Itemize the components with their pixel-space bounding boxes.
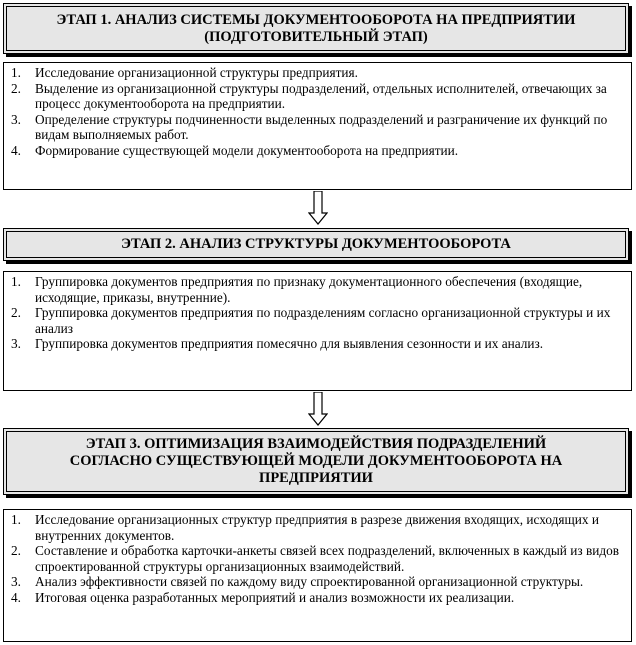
list-item	[11, 65, 623, 81]
stage-2-list	[11, 274, 623, 352]
item-number: 1.	[11, 274, 21, 289]
list-item	[11, 590, 623, 606]
list-item	[11, 512, 623, 543]
item-number: 4.	[11, 589, 21, 605]
stage-3-title	[70, 436, 562, 487]
item-text: Группировка документов предприятия помесячно для выявления сезонности и их анализ.	[35, 336, 544, 352]
list-item	[11, 336, 623, 352]
item-text: Группировка документов предприятия по подразделениям согласно организационной структуры и их анализ	[35, 305, 611, 336]
item-number: 1.	[11, 65, 21, 80]
item-number: 2.	[11, 80, 21, 96]
item-text: Выделение из организационной структуры подразделений, отдельных исполнителей, отвечающих за процесс документооборота на предприятии.	[35, 80, 607, 112]
item-text: Итоговая оценка разработанных мероприятий и анализ возможности их реализации.	[35, 589, 515, 605]
list-item	[11, 143, 623, 159]
stage-1-header	[3, 3, 629, 54]
stage-3-header	[3, 428, 629, 495]
list-item	[11, 81, 623, 112]
stage-3-title-line-1: ЭТАП 3. ОПТИМИЗАЦИЯ ВЗАИМОДЕЙСТВИЯ ПОДРАЗДЕЛЕНИЙ	[85, 436, 547, 452]
stage-2-title	[121, 236, 511, 253]
stage-1-title-line-2: (ПОДГОТОВИТЕЛЬНЫЙ ЭТАП)	[204, 28, 428, 45]
stage-3-title-line-3: ПРЕДПРИЯТИИ	[259, 470, 373, 486]
stage-1-list	[11, 65, 623, 159]
item-text: Исследование организационных структур предприятия в разрезе движения входящих, исходящих и внутренних документов.	[35, 512, 599, 543]
list-item	[11, 543, 623, 574]
stage-2-content	[3, 271, 632, 391]
item-text: Группировка документов предприятия по признаку документационного обеспечения (входящие, исходящие, приказы, внутренние).	[35, 274, 583, 305]
item-text: Анализ эффективности связей по каждому виду спроектированной организационной структуры.	[35, 574, 584, 590]
item-text: Составление и обработка карточки-анкеты связей всех подразделений, включенных в каждый из видов спроектированной структуры организационных взаимодействий.	[35, 543, 620, 574]
stage-2-title-line-1: ЭТАП 2. АНАЛИЗ СТРУКТУРЫ ДОКУМЕНТООБОРОТА	[121, 236, 511, 252]
item-number: 2.	[11, 543, 21, 559]
item-text: Определение структуры подчиненности выделенных подразделений и разграничение их функций по видам выполняемых работ.	[35, 111, 608, 143]
stage-1-content	[3, 62, 632, 190]
item-text: Формирование существующей модели документооборота на предприятии.	[35, 142, 459, 158]
list-item	[11, 274, 623, 305]
down-arrow-icon	[308, 392, 328, 426]
list-item	[11, 574, 623, 590]
stage-3-list	[11, 512, 623, 606]
stage-2-header	[3, 228, 629, 261]
item-text: Исследование организационной структуры предприятия.	[35, 65, 358, 80]
down-arrow-icon	[308, 191, 328, 225]
item-number: 4.	[11, 142, 21, 158]
stage-3-title-line-2: СОГЛАСНО СУЩЕСТВУЮЩЕЙ МОДЕЛИ ДОКУМЕНТООБОРОТА НА	[69, 453, 563, 469]
list-item	[11, 305, 623, 336]
stage-1-title	[57, 12, 576, 46]
list-item	[11, 112, 623, 143]
stage-3-content	[3, 509, 632, 642]
item-number: 2.	[11, 305, 21, 321]
stage-1-title-line-1: ЭТАП 1. АНАЛИЗ СИСТЕМЫ ДОКУМЕНТООБОРОТА НА ПРЕДПРИЯТИИ	[56, 11, 576, 28]
item-number: 3.	[11, 574, 21, 590]
item-number: 1.	[11, 512, 21, 527]
item-number: 3.	[11, 111, 21, 127]
item-number: 3.	[11, 336, 21, 352]
